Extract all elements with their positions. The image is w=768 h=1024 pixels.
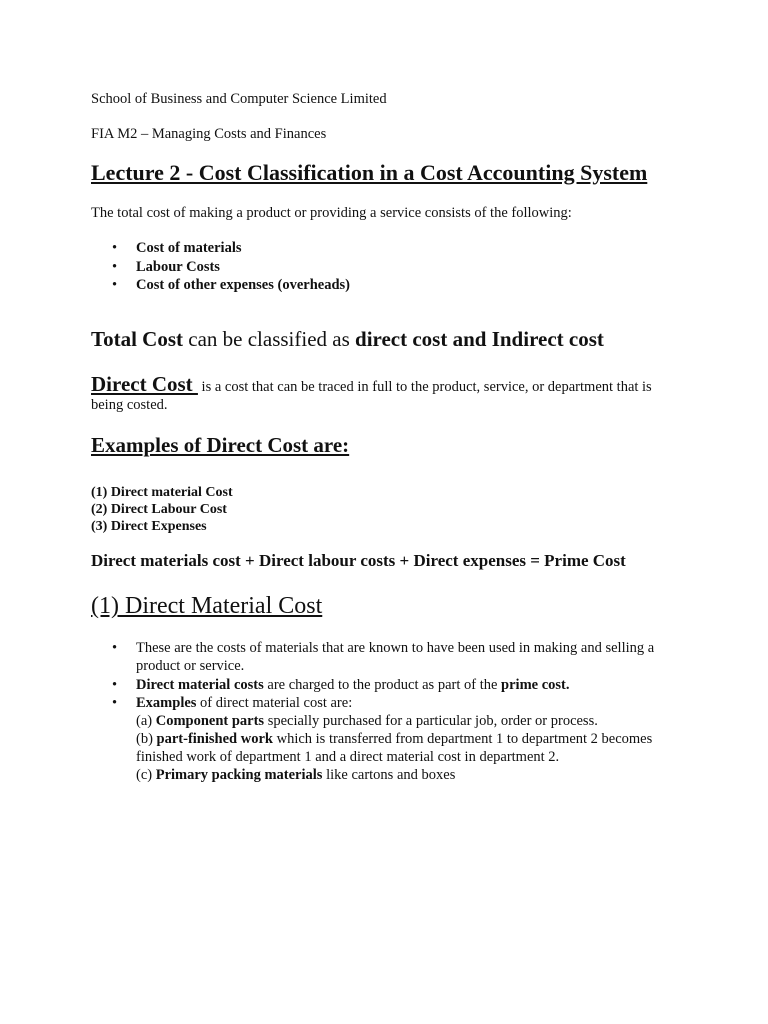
lecture-title: Lecture 2 - Cost Classification in a Cost Accounting System [91, 160, 648, 185]
course-title: FIA M2 – Managing Costs and Finances [91, 126, 327, 142]
total-cost-statement: Total Cost can be classified as direct cost and Indirect cost [91, 327, 604, 351]
sub-item-c: (c) Primary packing materials like cartons and boxes [136, 767, 456, 783]
section-heading: (1) Direct Material Cost [91, 593, 323, 619]
example-item: (1) Direct material Cost [91, 485, 233, 500]
intro-text: The total cost of making a product or providing a service consists of the following: [91, 205, 572, 221]
school-name: School of Business and Computer Science Limited [91, 91, 387, 107]
bullet-icon: • [112, 240, 118, 256]
prime-cost-formula: Direct materials cost + Direct labour costs + Direct expenses = Prime Cost [91, 551, 626, 570]
sub-item-b-cont: finished work of department 1 and a direct material cost in department 2. [136, 749, 560, 765]
example-item: (2) Direct Labour Cost [91, 502, 227, 517]
example-item: (3) Direct Expenses [91, 519, 207, 534]
direct-cost-definition-cont: being costed. [91, 397, 168, 413]
bullet-icon: • [112, 640, 118, 656]
bullet-icon: • [112, 277, 118, 293]
examples-heading: Examples of Direct Cost are: [91, 433, 350, 457]
bullet-icon: • [112, 695, 118, 711]
sub-item-b: (b) part-finished work which is transferred from department 1 to department 2 becomes [136, 731, 653, 747]
bullet-icon: • [112, 259, 118, 275]
bullet-icon: • [112, 677, 118, 693]
direct-cost-definition: Direct Cost is a cost that can be traced in full to the product, service, or department that is [91, 372, 652, 396]
sub-item-a: (a) Component parts specially purchased for a particular job, order or process. [136, 713, 598, 729]
